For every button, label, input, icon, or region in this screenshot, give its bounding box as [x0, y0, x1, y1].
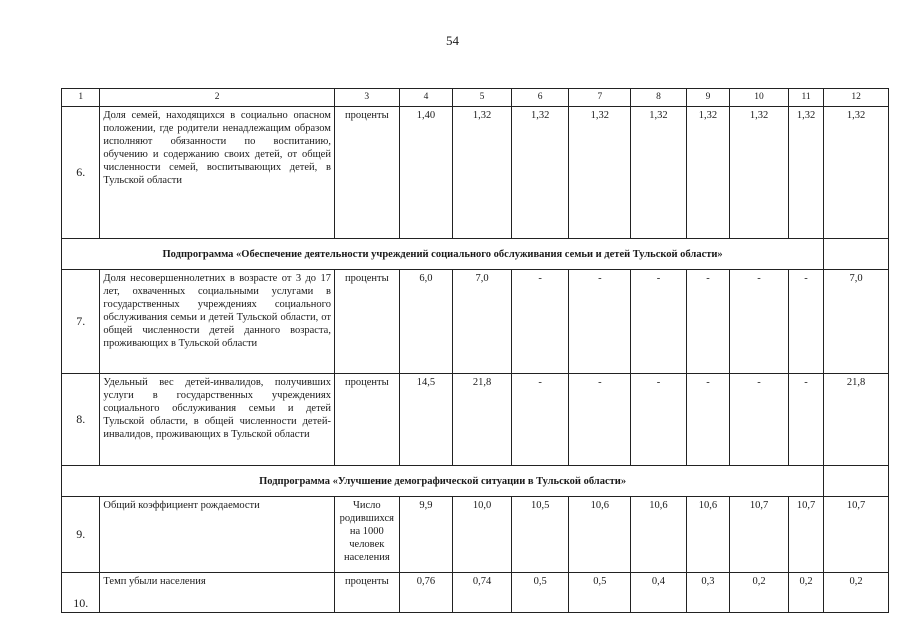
value-cell: - [569, 374, 631, 466]
value-cell: - [511, 270, 569, 374]
indicator-name: Общий коэффициент рождаемости [100, 497, 335, 573]
header-row [62, 89, 889, 107]
value-cell: - [511, 374, 569, 466]
indicators-table [61, 88, 889, 613]
value-cell: 21,8 [453, 374, 512, 466]
value-cell: 0,3 [686, 573, 729, 613]
value-cell: 14,5 [399, 374, 453, 466]
value-cell: - [686, 270, 729, 374]
row-number: 9. [62, 497, 100, 573]
value-cell: 0,74 [453, 573, 512, 613]
column-header: 12 [824, 89, 889, 107]
value-cell: - [686, 374, 729, 466]
column-header: 2 [100, 89, 335, 107]
value-cell: 0,5 [569, 573, 631, 613]
value-cell: 1,32 [511, 107, 569, 239]
value-cell: 1,32 [569, 107, 631, 239]
unit-cell: проценты [334, 107, 399, 239]
table-row [62, 107, 889, 239]
value-cell: 10,6 [569, 497, 631, 573]
column-header: 3 [334, 89, 399, 107]
value-cell: 1,32 [824, 107, 889, 239]
page-number: 54 [446, 33, 459, 48]
value-cell: 6,0 [399, 270, 453, 374]
value-cell: 7,0 [453, 270, 512, 374]
indicator-name: Удельный вес детей-инвалидов, получивших услуги в государственных учреждениях социального обслуживания семьи и детей Тульской области, в общей численности детей-инвалидов, проживающих в Тульской области [100, 374, 335, 466]
column-header: 11 [788, 89, 823, 107]
subprogram-row [62, 239, 889, 270]
value-cell: 1,32 [453, 107, 512, 239]
value-cell: 10,6 [631, 497, 687, 573]
row-number: 8. [62, 374, 100, 466]
value-cell: 0,2 [730, 573, 789, 613]
empty-cell [824, 466, 889, 497]
empty-cell [824, 239, 889, 270]
subprogram-title: Подпрограмма «Обеспечение деятельности учреждений социального обслуживания семьи и детей Тульской области» [62, 239, 824, 270]
indicator-name: Доля несовершеннолетних в возрасте от 3 до 17 лет, охваченных социальными услугами в государственных учреждениях социального обслуживания семьи и детей Тульской области, от общей численности детей данного возраста, проживающих в Тульской области [100, 270, 335, 374]
value-cell: - [788, 270, 823, 374]
value-cell: - [631, 374, 687, 466]
value-cell: - [631, 270, 687, 374]
value-cell: 0,5 [511, 573, 569, 613]
value-cell: 0,4 [631, 573, 687, 613]
value-cell: 7,0 [824, 270, 889, 374]
value-cell: 1,32 [686, 107, 729, 239]
column-header: 6 [511, 89, 569, 107]
value-cell: - [788, 374, 823, 466]
unit-cell: проценты [334, 374, 399, 466]
value-cell: 10,6 [686, 497, 729, 573]
column-header: 10 [730, 89, 789, 107]
value-cell: 21,8 [824, 374, 889, 466]
value-cell: - [730, 374, 789, 466]
value-cell: - [730, 270, 789, 374]
value-cell: 1,32 [730, 107, 789, 239]
table-row [62, 270, 889, 374]
value-cell: 1,32 [631, 107, 687, 239]
column-header: 8 [631, 89, 687, 107]
value-cell: 10,7 [788, 497, 823, 573]
value-cell: 1,40 [399, 107, 453, 239]
value-cell: 10,0 [453, 497, 512, 573]
value-cell: - [569, 270, 631, 374]
value-cell: 1,32 [788, 107, 823, 239]
column-header: 1 [62, 89, 100, 107]
value-cell: 0,2 [824, 573, 889, 613]
value-cell: 10,7 [730, 497, 789, 573]
row-number: 6. [62, 107, 100, 239]
subprogram-title: Подпрограмма «Улучшение демографической ситуации в Тульской области» [62, 466, 824, 497]
column-header: 9 [686, 89, 729, 107]
row-number: 7. [62, 270, 100, 374]
column-header: 7 [569, 89, 631, 107]
value-cell: 0,2 [788, 573, 823, 613]
table-row [62, 374, 889, 466]
indicator-name: Доля семей, находящихся в социально опасном положении, где родители ненадлежащим образом исполняют обязанности по воспитанию, обучению и содержанию своих детей, от общей численности семей, воспитывающих детей, в Тульской области [100, 107, 335, 239]
row-number: 10. [62, 573, 100, 613]
value-cell: 10,5 [511, 497, 569, 573]
value-cell: 9,9 [399, 497, 453, 573]
indicator-name: Темп убыли населения [100, 573, 335, 613]
unit-cell: Число родившихся на 1000 человек населения [334, 497, 399, 573]
table-row [62, 573, 889, 613]
value-cell: 10,7 [824, 497, 889, 573]
column-header: 5 [453, 89, 512, 107]
table-row [62, 497, 889, 573]
column-header: 4 [399, 89, 453, 107]
unit-cell: проценты [334, 270, 399, 374]
value-cell: 0,76 [399, 573, 453, 613]
unit-cell: проценты [334, 573, 399, 613]
subprogram-row [62, 466, 889, 497]
